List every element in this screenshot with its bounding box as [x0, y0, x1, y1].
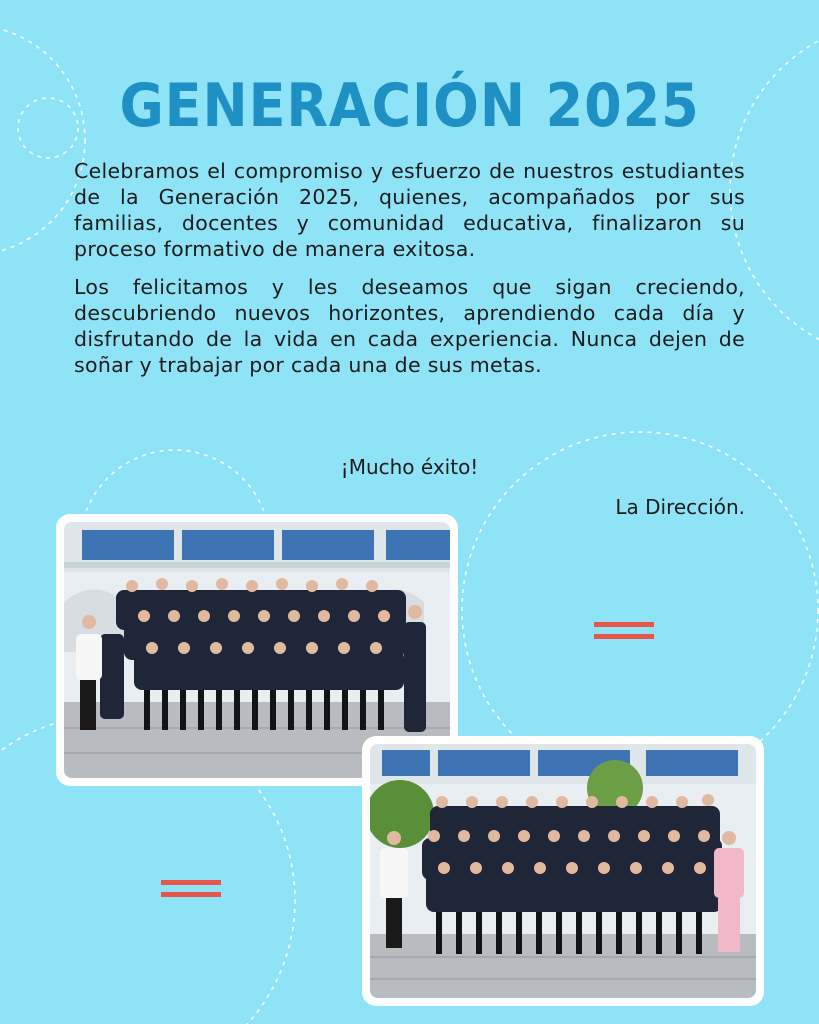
- group-photo-2-image: [370, 744, 756, 998]
- cheer-text: ¡Mucho éxito!: [340, 455, 479, 479]
- equals-decoration-1: [594, 620, 654, 642]
- signature: La Dirección.: [615, 495, 745, 519]
- group-photo-2: [362, 736, 764, 1006]
- paragraph-2: Los felicitamos y les deseamos que sigan creciendo, descubriendo nuevos horizontes, aprendiendo cada día y disfrutando de la vida en cada experiencia. Nunca dejen de soñar y trabajar por cada una de sus metas.: [74, 275, 745, 377]
- paragraph-1: Celebramos el compromiso y esfuerzo de nuestros estudiantes de la Generación 2025, quienes, acompañados por sus familias, docentes y comunidad educativa, finalizaron su proceso formativo de manera exitosa.: [74, 159, 745, 261]
- page-title: GENERACIÓN 2025: [119, 71, 700, 141]
- equals-decoration-2: [161, 878, 221, 900]
- message-body: [74, 158, 745, 390]
